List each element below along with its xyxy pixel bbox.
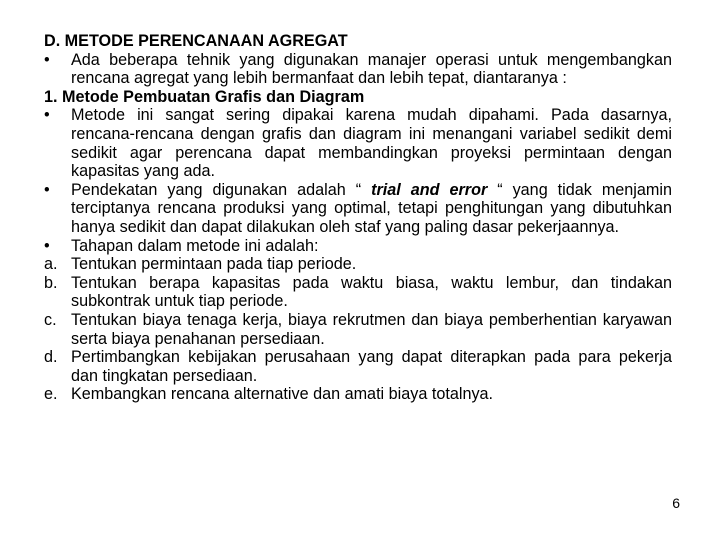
bullet-text: Tahapan dalam metode ini adalah: <box>71 236 319 255</box>
bullet-text-pre: Pendekatan yang digunakan adalah “ <box>71 180 372 199</box>
bullet-item <box>44 181 672 237</box>
bullet-item <box>44 237 672 256</box>
step-text: Tentukan berapa kapasitas pada waktu biasa, waktu lembur, dan tindakan subkontrak untuk tiap periode. <box>71 273 672 311</box>
section-heading <box>44 32 672 51</box>
bullet-marker: • <box>44 106 50 125</box>
intro-text: Ada beberapa tehnik yang digunakan manajer operasi untuk mengembangkan rencana agregat yang lebih bermanfaat dan lebih tepat, diantaranya : <box>71 50 672 88</box>
bullet-marker: • <box>44 236 50 255</box>
page-number: 6 <box>672 495 680 511</box>
bullet-item <box>44 106 672 180</box>
step-text: Tentukan permintaan pada tiap periode. <box>71 255 357 274</box>
step-marker: c. <box>44 310 57 329</box>
bullet-text: Metode ini sangat sering dipakai karena mudah dipahami. Pada dasarnya, rencana-rencana dengan grafis dan diagram ini menangani variabel sedikit demi sedikit agar perencana dapat membandingkan proyeksi permintaan dengan kapasitas yang ada. <box>71 106 672 181</box>
step-marker: a. <box>44 255 58 274</box>
step-item <box>44 255 672 274</box>
step-marker: e. <box>44 385 58 404</box>
step-item <box>44 311 672 348</box>
bullet-text <box>71 181 672 237</box>
intro-bullet <box>44 51 672 88</box>
emphasis-text: trial and error <box>371 180 488 199</box>
section-heading-text: D. METODE PERENCANAAN AGREGAT <box>44 32 348 50</box>
bullet-marker: • <box>44 50 50 69</box>
bullet-marker: • <box>44 180 50 199</box>
step-item <box>44 385 672 404</box>
step-item <box>44 348 672 385</box>
step-text: Kembangkan rencana alternative dan amati biaya totalnya. <box>71 385 494 404</box>
step-marker: d. <box>44 348 58 367</box>
slide-content <box>44 32 672 404</box>
subsection-heading <box>44 88 672 107</box>
subsection-heading-text: 1. Metode Pembuatan Grafis dan Diagram <box>44 87 365 106</box>
bullet-text-post: “ yang tidak menjamin terciptanya rencana produksi yang optimal, tetapi penghitungan yang dibutuhkan hanya sedikit dan dapat dilakukan oleh staf yang paling dasar pekerjaannya. <box>71 180 672 236</box>
step-marker: b. <box>44 273 58 292</box>
step-text: Pertimbangkan kebijakan perusahaan yang dapat diterapkan pada para pekerja dan tingkatan persediaan. <box>71 348 672 385</box>
step-item <box>44 274 672 311</box>
step-text: Tentukan biaya tenaga kerja, biaya rekrutmen dan biaya pemberhentian karyawan serta biaya penahanan persediaan. <box>71 310 672 348</box>
